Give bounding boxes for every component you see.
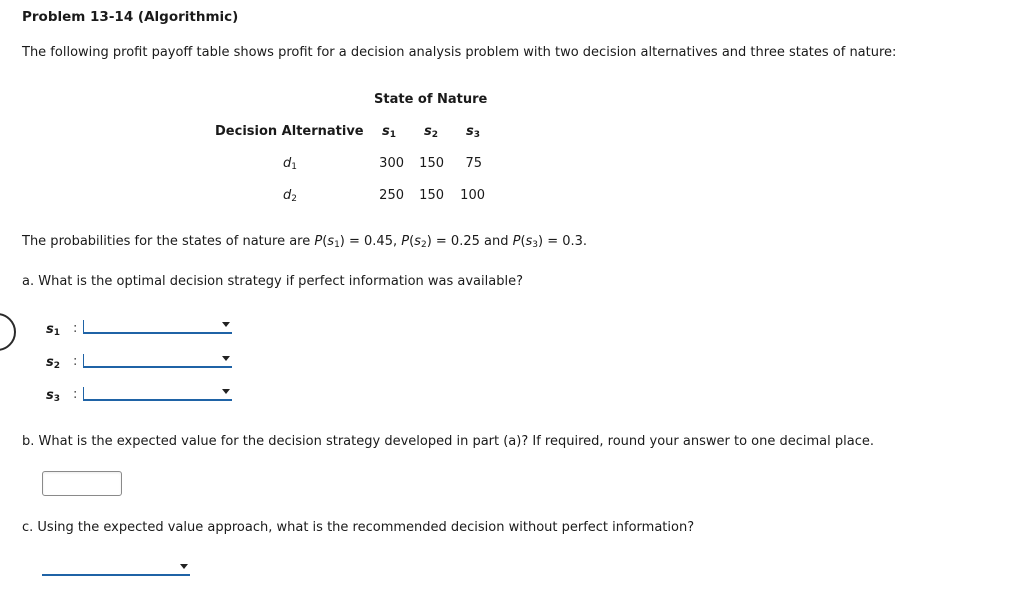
expected-value-input[interactable]	[42, 471, 122, 496]
state-subscript: 2	[431, 130, 439, 140]
part-a-letter: s	[46, 355, 54, 370]
part-a-sep-s1: :	[73, 321, 78, 336]
part-a-subscript: 3	[53, 394, 61, 404]
part-b-question: b. What is the expected value for the decision strategy developed in part (a)? If required, round your answer to one decimal place.	[22, 434, 874, 449]
select-left-edge	[83, 354, 84, 368]
part-a-label-s3	[46, 388, 60, 404]
part-a-letter: s	[46, 388, 54, 403]
strategy-select-s2[interactable]	[84, 354, 232, 368]
prob-p3-label: P	[512, 234, 521, 249]
select-left-edge	[83, 387, 84, 401]
strategy-select-s3[interactable]	[84, 387, 232, 401]
chevron-down-icon	[222, 389, 230, 394]
prob-p3-value: ) = 0.3.	[538, 234, 588, 249]
prob-p1-arg: s	[327, 234, 335, 249]
state-subscript: 3	[473, 130, 481, 140]
row-subscript: 2	[291, 194, 297, 204]
state-header-s3	[466, 124, 480, 140]
cell-d2-s2: 150	[419, 188, 444, 203]
prob-p3-sub: 3	[532, 240, 539, 250]
prob-p1-value: ) = 0.45,	[339, 234, 402, 249]
part-a-label-s1	[46, 322, 60, 338]
part-a-subscript: 1	[53, 328, 61, 338]
prob-p3-arg: s	[525, 234, 533, 249]
cell-d1-s3: 75	[465, 156, 482, 171]
cell-d1-s1: 300	[379, 156, 404, 171]
row-letter: d	[283, 188, 292, 203]
chevron-down-icon	[180, 564, 188, 569]
problem-title: Problem 13-14 (Algorithmic)	[22, 9, 239, 25]
prob-p1-sub: 1	[334, 240, 340, 250]
prob-p2-arg: s	[414, 234, 421, 249]
part-a-sep-s3: :	[73, 387, 78, 402]
row-subscript: 1	[291, 162, 297, 172]
row-letter: d	[283, 156, 292, 171]
prob-p2-sub: 2	[420, 240, 427, 250]
strategy-select-s1[interactable]	[84, 320, 232, 334]
cell-d1-s2: 150	[419, 156, 444, 171]
row-label-d2	[283, 188, 297, 204]
select-left-edge	[83, 320, 84, 334]
state-letter: s	[382, 124, 390, 139]
part-a-sep-s2: :	[73, 354, 78, 369]
prob-prefix: The probabilities for the states of nature are	[22, 234, 315, 249]
cell-d2-s1: 250	[379, 188, 404, 203]
part-c-question: c. Using the expected value approach, what is the recommended decision without perfect information?	[22, 520, 695, 535]
state-subscript: 1	[389, 130, 397, 140]
step-indicator-circle	[0, 313, 16, 351]
prob-p2-value: ) = 0.25 and	[426, 234, 513, 249]
problem-intro: The following profit payoff table shows profit for a decision analysis problem with two decision alternatives and three states of nature:	[22, 45, 897, 60]
state-letter: s	[424, 124, 432, 139]
part-a-label-s2	[46, 355, 60, 371]
decision-alternative-header: Decision Alternative	[215, 124, 364, 139]
prob-p1-label: P	[314, 234, 323, 249]
state-header-s2	[424, 124, 438, 140]
part-a-subscript: 2	[53, 361, 61, 371]
probabilities-text: The probabilities for the states of nature are $P(s_1) = 0.45$, $P(s_2) = 0.25$ and $P(s_3) = 0.3$.	[22, 234, 588, 250]
recommended-decision-select[interactable]	[42, 562, 190, 576]
prob-p2-label: P	[401, 234, 410, 249]
state-of-nature-header: State of Nature	[374, 92, 488, 107]
chevron-down-icon	[222, 356, 230, 361]
state-letter: s	[466, 124, 474, 139]
state-header-s1	[382, 124, 396, 140]
part-a-letter: s	[46, 322, 54, 337]
row-label-d1	[283, 156, 297, 172]
cell-d2-s3: 100	[460, 188, 485, 203]
part-a-question: a. What is the optimal decision strategy if perfect information was available?	[22, 274, 523, 289]
chevron-down-icon	[222, 322, 230, 327]
